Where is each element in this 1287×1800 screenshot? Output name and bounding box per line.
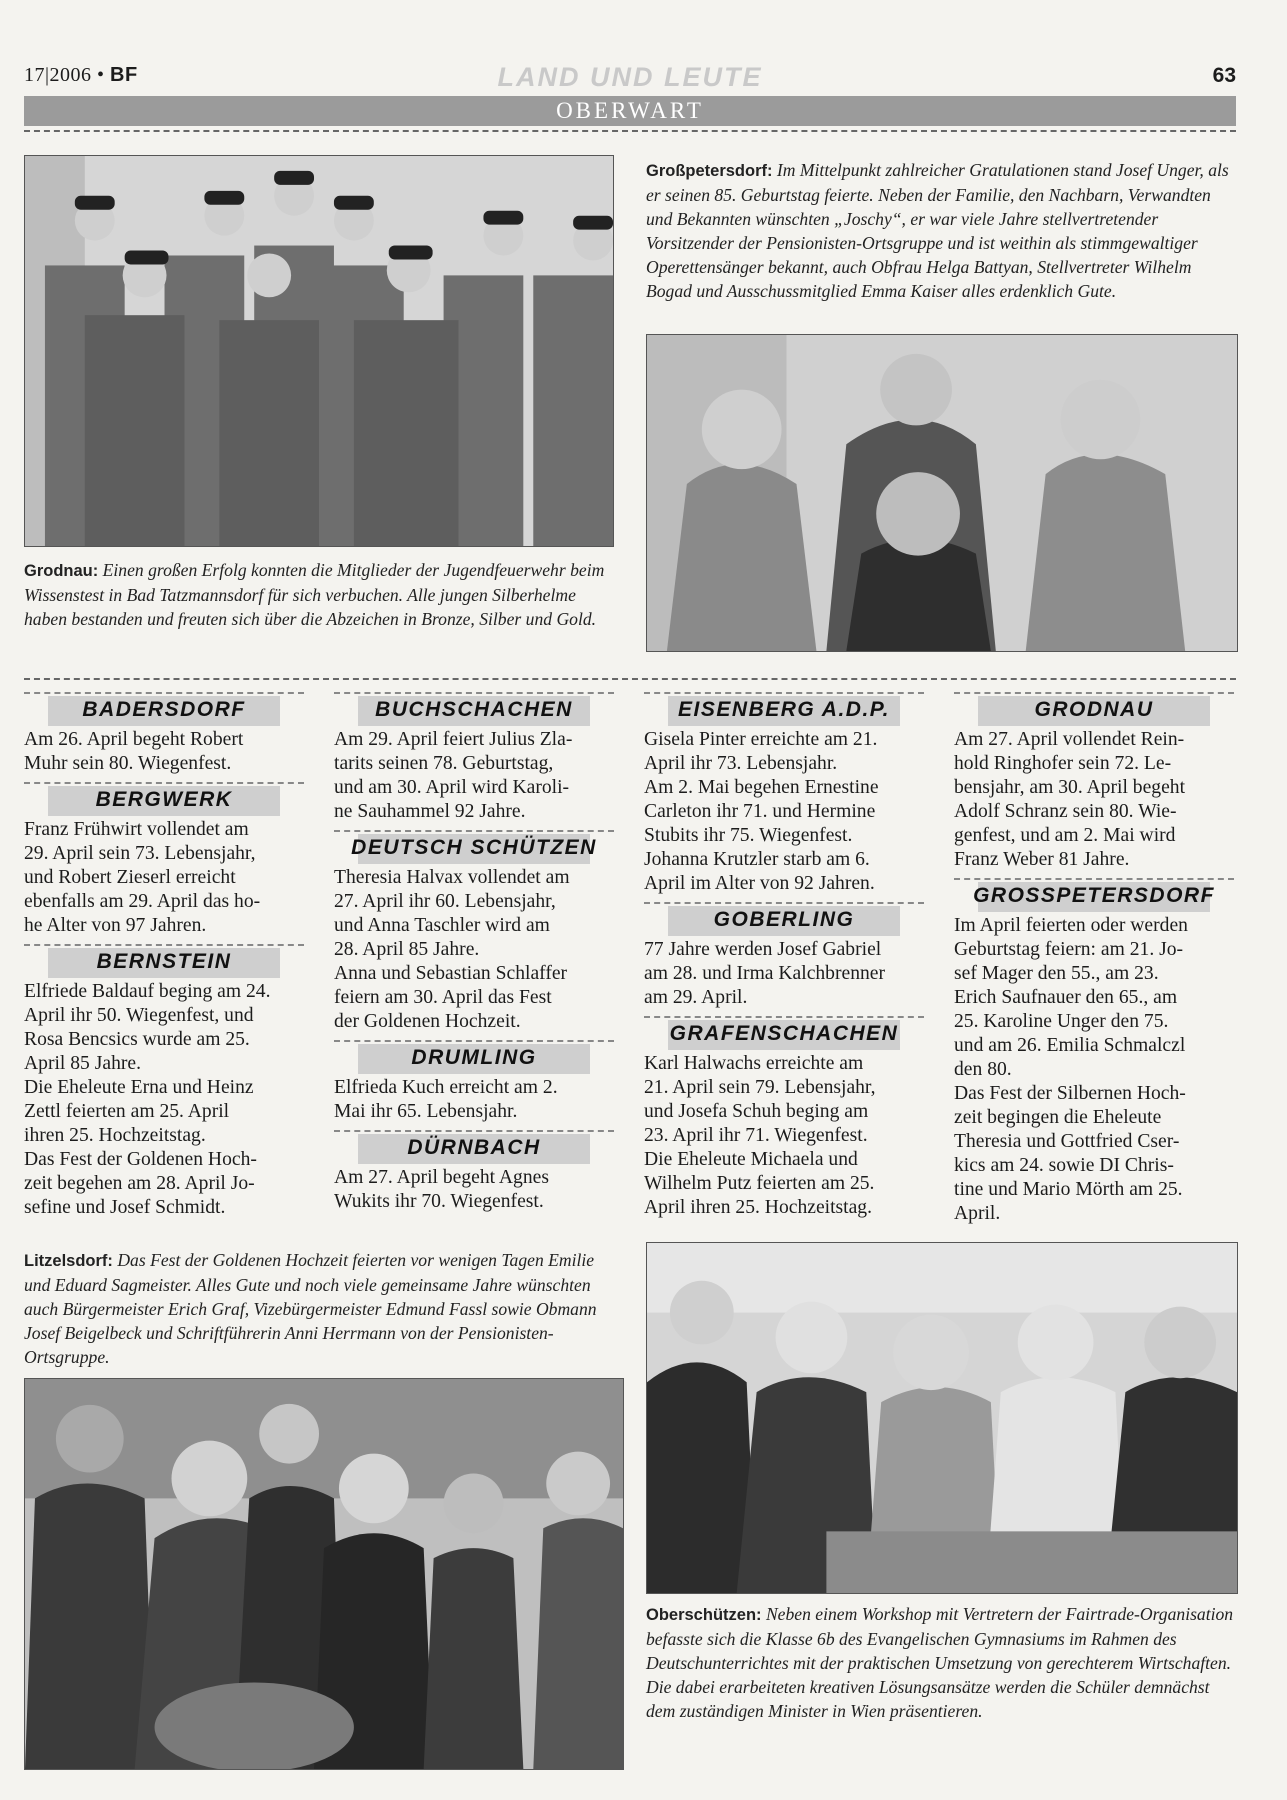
text-line: und Anna Taschler wird am bbox=[334, 915, 550, 936]
text-line: Am 26. April begeht Robert bbox=[24, 729, 244, 750]
issue-separator: • bbox=[97, 64, 105, 86]
text-line: ihren 25. Hochzeitstag. bbox=[24, 1125, 206, 1146]
section-deutsch-schuetzen bbox=[334, 830, 614, 1034]
section-heading bbox=[954, 692, 1234, 728]
text-line: Wilhelm Putz feierten am 25. bbox=[644, 1173, 875, 1194]
text-line: den 80. bbox=[954, 1059, 1012, 1080]
photo-oberschuetzen-class bbox=[646, 1242, 1238, 1594]
text-line: Franz Weber 81 Jahre. bbox=[954, 849, 1130, 870]
text-line: genfest, und am 2. Mai wird bbox=[954, 825, 1176, 846]
section-heading bbox=[334, 1130, 614, 1166]
photo-grodnau-youth-firefighters bbox=[24, 155, 614, 547]
section-body bbox=[334, 866, 614, 1034]
section-body bbox=[334, 728, 614, 824]
caption-text: Das Fest der Goldenen Hochzeit feierten vor wenigen Tagen Emilie und Eduard Sagmeister. Alles Gute und noch viele gemeinsame Jahre wünschten auch Bürgermeister Erich Graf, Vizebürgermeister Edmund Fassl sowie Obmann Josef Beigelbeck und Schriftführerin Anni Herrmann von der Pensionisten-Ortsgruppe. bbox=[24, 1250, 597, 1367]
section-heading bbox=[644, 902, 924, 938]
section-body bbox=[644, 728, 924, 896]
section-body bbox=[24, 728, 304, 776]
section-body bbox=[24, 818, 304, 938]
column-4 bbox=[954, 690, 1234, 1232]
section-grafenschachen bbox=[644, 1016, 924, 1220]
text-line: Karl Halwachs erreichte am bbox=[644, 1053, 864, 1074]
text-line: April 85 Jahre. bbox=[24, 1053, 141, 1074]
section-title: LAND UND LEUTE bbox=[497, 62, 763, 92]
heading-text: DÜRNBACH bbox=[407, 1136, 541, 1159]
text-line: Die Eheleute Michaela und bbox=[644, 1149, 858, 1170]
heading-text: GROSSPETERSDORF bbox=[973, 884, 1215, 907]
text-line: ne Sauhammel 92 Jahre. bbox=[334, 801, 526, 822]
section-body bbox=[644, 1052, 924, 1220]
section-body bbox=[334, 1166, 614, 1214]
section-body bbox=[954, 914, 1234, 1226]
text-line: Gisela Pinter erreichte am 21. bbox=[644, 729, 878, 750]
text-line: Am 27. April vollendet Rein- bbox=[954, 729, 1185, 750]
text-line: Erich Saufnauer den 65., am bbox=[954, 987, 1178, 1008]
section-body bbox=[644, 938, 924, 1010]
section-goberling bbox=[644, 902, 924, 1010]
text-line: tarits seinen 78. Geburtstag, bbox=[334, 753, 554, 774]
text-line: April im Alter von 92 Jahren. bbox=[644, 873, 875, 894]
text-line: Geburtstag feiern: am 21. Jo- bbox=[954, 939, 1184, 960]
text-line: Elfriede Baldauf beging am 24. bbox=[24, 981, 271, 1002]
caption-place: Großpetersdorf: bbox=[646, 162, 773, 180]
section-heading bbox=[644, 692, 924, 728]
text-line: hold Ringhofer sein 72. Le- bbox=[954, 753, 1172, 774]
section-bernstein bbox=[24, 944, 304, 1220]
text-line: Wukits ihr 70. Wiegenfest. bbox=[334, 1191, 544, 1212]
text-line: ebenfalls am 29. April das ho- bbox=[24, 891, 261, 912]
region-title: OBERWART bbox=[556, 98, 704, 123]
text-line: he Alter von 97 Jahren. bbox=[24, 915, 207, 936]
section-heading bbox=[334, 830, 614, 866]
header-divider bbox=[24, 130, 1236, 132]
section-body bbox=[334, 1076, 614, 1124]
section-heading bbox=[954, 878, 1234, 914]
text-line: tine und Mario Mörth am 25. bbox=[954, 1179, 1183, 1200]
caption-text: Im Mittelpunkt zahlreicher Gratulationen stand Josef Unger, als er seinen 85. Geburtstag feierte. Neben der Familie, den Nachbarn, Verwandten und Bekannten wünschten „Joschy“, er war viele Jahre stellvertretender Vorsitzender der Pensionisten-Ortsgruppe und ist weithin als stimmgewaltiger Operettensänger bekannt, auch Obfrau Helga Battyan, Stellvertreter Wilhelm Bogad und Ausschussmitglied Emma Kaiser alles erdenklich Gute. bbox=[646, 160, 1229, 301]
text-line: am 29. April. bbox=[644, 987, 748, 1008]
text-line: am 28. und Irma Kalchbrenner bbox=[644, 963, 886, 984]
text-line: Am 27. April begeht Agnes bbox=[334, 1167, 549, 1188]
text-line: Carleton ihr 71. und Hermine bbox=[644, 801, 876, 822]
heading-text: DEUTSCH SCHÜTZEN bbox=[351, 836, 597, 859]
text-line: zeit begingen die Eheleute bbox=[954, 1107, 1162, 1128]
section-heading bbox=[334, 1040, 614, 1076]
text-line: sef Mager den 55., am 23. bbox=[954, 963, 1159, 984]
caption-litzelsdorf bbox=[24, 1248, 624, 1369]
section-body bbox=[954, 728, 1234, 872]
text-line: bensjahr, am 30. April begeht bbox=[954, 777, 1186, 798]
text-line: 29. April sein 73. Lebensjahr, bbox=[24, 843, 256, 864]
text-line: Die Eheleute Erna und Heinz bbox=[24, 1077, 254, 1098]
text-line: Elfrieda Kuch erreicht am 2. bbox=[334, 1077, 558, 1098]
heading-text: GRODNAU bbox=[1034, 698, 1154, 721]
photo-grosspetersdorf-birthday bbox=[646, 334, 1238, 652]
text-line: 27. April ihr 60. Lebensjahr, bbox=[334, 891, 556, 912]
region-band bbox=[24, 96, 1236, 126]
text-line: zeit begehen am 28. April Jo- bbox=[24, 1173, 255, 1194]
heading-text: BADERSDORF bbox=[82, 698, 246, 721]
heading-text: GOBERLING bbox=[713, 908, 855, 931]
caption-grodnau bbox=[24, 558, 614, 631]
section-body bbox=[24, 980, 304, 1220]
caption-text: Neben einem Workshop mit Vertretern der Fairtrade-Organisation befasste sich die Klasse 6b des Evangelischen Gymnasiums im Rahmen des Deutschunterrichtes mit der praktischen Umsetzung von gerechterem Wirtschaften. Die dabei erarbeiteten kreativen Lösungsansätze werden die Schüler demnächst dem zuständigen Minister in Wien präsentieren. bbox=[646, 1604, 1234, 1721]
heading-text: BERNSTEIN bbox=[96, 950, 232, 973]
section-grodnau bbox=[954, 692, 1234, 872]
heading-text: GRAFENSCHACHEN bbox=[669, 1022, 899, 1045]
text-line: Zettl feierten am 25. April bbox=[24, 1101, 230, 1122]
section-duernbach bbox=[334, 1130, 614, 1214]
text-line: Johanna Krutzler starb am 6. bbox=[644, 849, 870, 870]
columns-top-divider bbox=[24, 678, 1236, 680]
heading-text: EISENBERG A.D.P. bbox=[678, 698, 890, 721]
section-heading bbox=[644, 1016, 924, 1052]
text-line: April. bbox=[954, 1203, 1001, 1224]
text-line: Am 2. Mai begehen Ernestine bbox=[644, 777, 879, 798]
text-line: feiern am 30. April das Fest bbox=[334, 987, 552, 1008]
section-heading bbox=[334, 692, 614, 728]
caption-grosspetersdorf bbox=[646, 158, 1236, 303]
text-line: Rosa Bencsics wurde am 25. bbox=[24, 1029, 250, 1050]
text-line: der Goldenen Hochzeit. bbox=[334, 1011, 521, 1032]
text-line: April ihr 73. Lebensjahr. bbox=[644, 753, 838, 774]
text-line: 77 Jahre werden Josef Gabriel bbox=[644, 939, 882, 960]
photo-litzelsdorf-golden-wedding bbox=[24, 1378, 624, 1770]
text-line: Im April feierten oder werden bbox=[954, 915, 1188, 936]
text-line: kics am 24. sowie DI Chris- bbox=[954, 1155, 1174, 1176]
text-line: 21. April sein 79. Lebensjahr, bbox=[644, 1077, 876, 1098]
section-heading bbox=[24, 944, 304, 980]
text-line: und Robert Zieserl erreicht bbox=[24, 867, 236, 888]
section-badersdorf bbox=[24, 692, 304, 776]
section-buchschachen bbox=[334, 692, 614, 824]
text-line: Das Fest der Silbernen Hoch- bbox=[954, 1083, 1186, 1104]
text-line: und am 30. April wird Karoli- bbox=[334, 777, 570, 798]
text-line: 25. Karoline Unger den 75. bbox=[954, 1011, 1169, 1032]
column-1 bbox=[24, 690, 304, 1226]
section-bergwerk bbox=[24, 782, 304, 938]
text-line: und Josefa Schuh beging am bbox=[644, 1101, 869, 1122]
text-line: Franz Frühwirt vollendet am bbox=[24, 819, 249, 840]
caption-oberschuetzen bbox=[646, 1602, 1238, 1723]
caption-text: Einen großen Erfolg konnten die Mitglieder der Jugendfeuerwehr beim Wissenstest in Bad Tatzmannsdorf für sich verbuchen. Alle jungen Silberhelme haben bestanden und freuten sich über die Abzeichen in Bronze, Silber und Gold. bbox=[24, 560, 605, 629]
column-3 bbox=[644, 690, 924, 1226]
column-2 bbox=[334, 690, 614, 1220]
text-line: 28. April 85 Jahre. bbox=[334, 939, 480, 960]
section-drumling bbox=[334, 1040, 614, 1124]
heading-text: BERGWERK bbox=[95, 788, 233, 811]
heading-text: BUCHSCHACHEN bbox=[375, 698, 573, 721]
text-line: 23. April ihr 71. Wiegenfest. bbox=[644, 1125, 868, 1146]
section-eisenberg bbox=[644, 692, 924, 896]
text-line: Theresia Halvax vollendet am bbox=[334, 867, 570, 888]
section-heading bbox=[24, 782, 304, 818]
text-line: Das Fest der Goldenen Hoch- bbox=[24, 1149, 257, 1170]
text-line: Mai ihr 65. Lebensjahr. bbox=[334, 1101, 518, 1122]
text-line: April ihren 25. Hochzeitstag. bbox=[644, 1197, 872, 1218]
text-line: Anna und Sebastian Schlaffer bbox=[334, 963, 568, 984]
caption-place: Oberschützen: bbox=[646, 1606, 762, 1624]
section-grosspetersdorf bbox=[954, 878, 1234, 1226]
caption-place: Litzelsdorf: bbox=[24, 1252, 113, 1270]
text-line: April ihr 50. Wiegenfest, und bbox=[24, 1005, 254, 1026]
heading-text: DRUMLING bbox=[411, 1046, 537, 1069]
issue-number: 17|2006 bbox=[24, 64, 92, 86]
text-line: und am 26. Emilia Schmalczl bbox=[954, 1035, 1186, 1056]
text-line: Stubits ihr 75. Wiegenfest. bbox=[644, 825, 853, 846]
magazine-name: BF bbox=[110, 64, 138, 86]
text-line: Theresia und Gottfried Cser- bbox=[954, 1131, 1180, 1152]
text-line: sefine und Josef Schmidt. bbox=[24, 1197, 226, 1218]
text-line: Muhr sein 80. Wiegenfest. bbox=[24, 753, 232, 774]
text-line: Am 29. April feiert Julius Zla- bbox=[334, 729, 573, 750]
section-heading bbox=[24, 692, 304, 728]
caption-place: Grodnau: bbox=[24, 562, 99, 580]
page-header bbox=[24, 62, 1236, 92]
page-number: 63 bbox=[1212, 64, 1236, 87]
text-line: Adolf Schranz sein 80. Wie- bbox=[954, 801, 1177, 822]
